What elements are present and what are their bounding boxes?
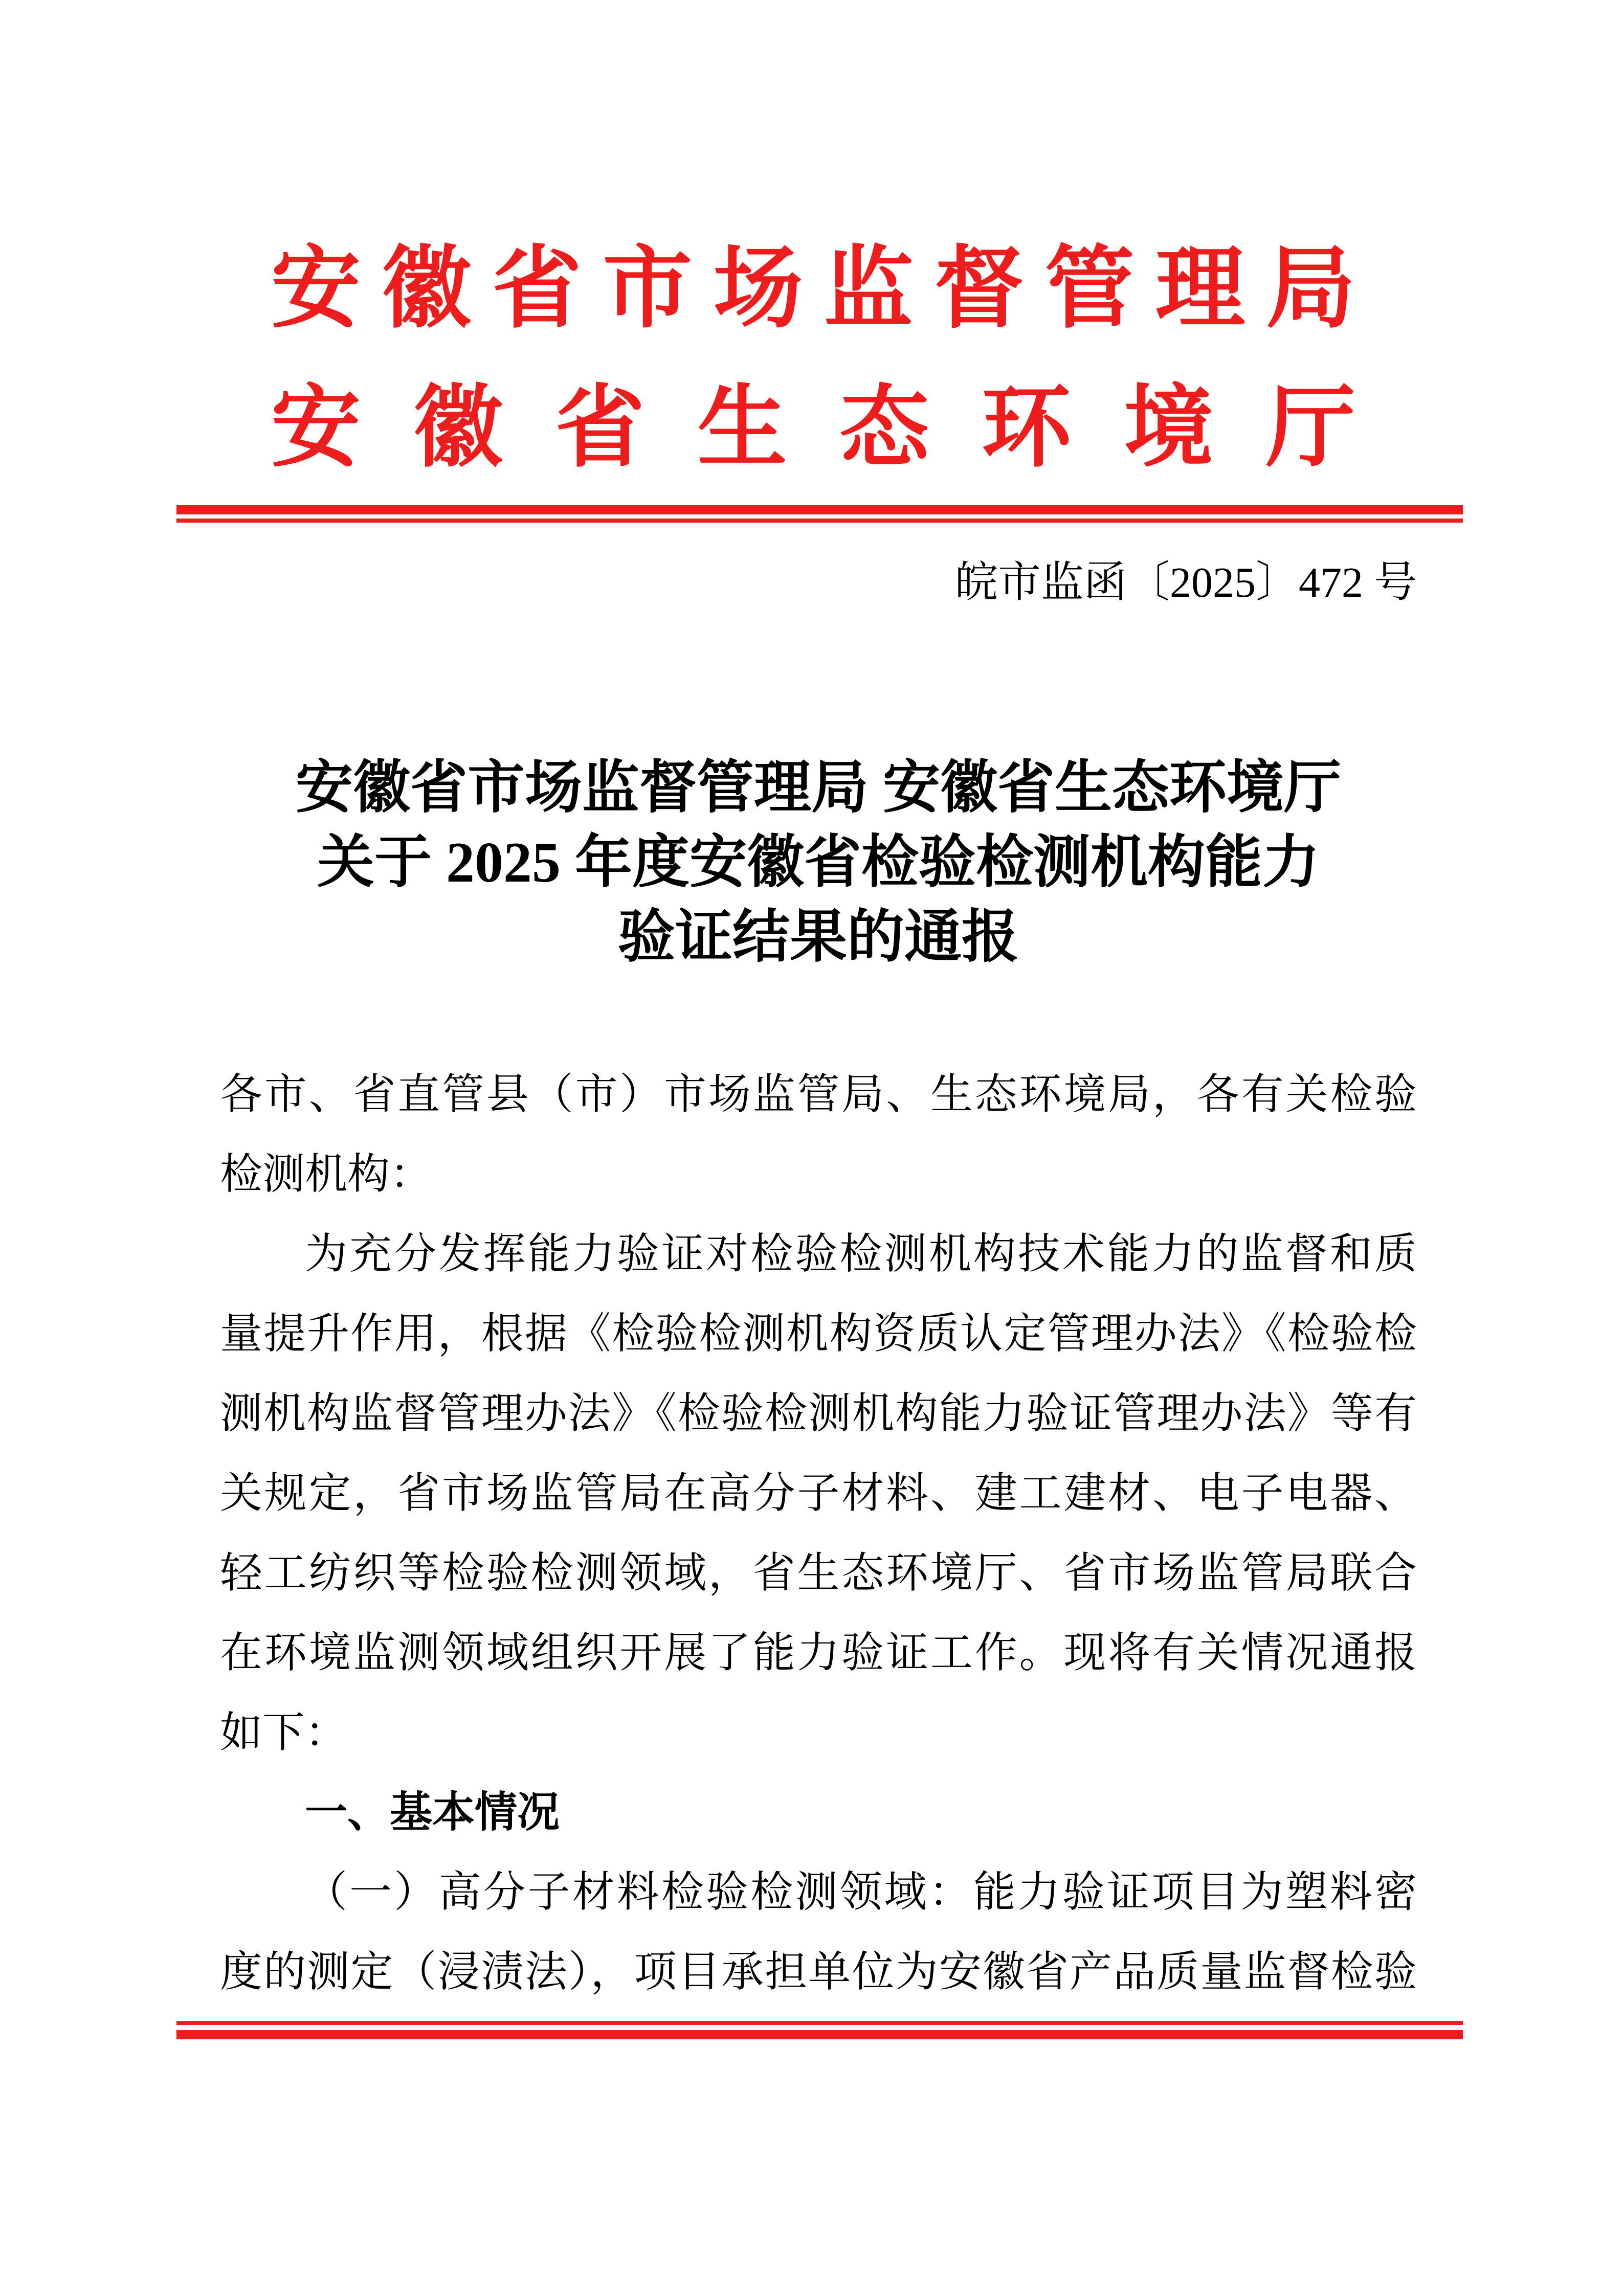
body-line: 量提升作用，根据《检验检测机构资质认定管理办法》《检验检 [220,1310,1417,1357]
body-line-salutation-1: 各市、省直管县（市）市场监管局、生态环境局，各有关检验 [220,1071,1417,1118]
body-line: （一）高分子材料检验检测领域：能力验证项目为塑料密 [305,1869,1417,1916]
title-line-1: 安徽省市场监督管理局 安徽省生态环境厅 [296,756,1341,820]
title-line-3: 验证结果的通报 [618,906,1019,969]
body-line: 关规定，省市场监管局在高分子材料、建工建材、电子电器、 [220,1470,1417,1517]
body-line: 如下： [220,1709,347,1756]
body-line: 在环境监测领域组织开展了能力验证工作。现将有关情况通报 [220,1629,1417,1676]
body-line: 轻工纺织等检验检测领域，省生态环境厅、省市场监管局联合 [220,1549,1417,1596]
body-line-salutation-2: 检测机构： [220,1151,432,1198]
document-number: 皖市监函〔2025〕472 号 [954,559,1417,606]
document-title [220,751,1417,975]
body-line: 度的测定（浸渍法），项目承担单位为安徽省产品质量监督检验 [220,1948,1417,1995]
red-rule-bottom-thick [176,2030,1463,2039]
letterhead-agency-line-2: 安徽省生态环境厅 [271,378,1355,478]
body-line: 为充分发挥能力验证对检验检测机构技术能力的监督和质 [305,1230,1417,1277]
title-line-2: 关于 2025 年度安徽省检验检测机构能力 [317,831,1320,894]
letterhead-agency-line-1: 安徽省市场监督管理局 [271,239,1355,339]
red-rule-top-thin [176,519,1463,523]
red-rule-top-thick [176,505,1463,514]
section-heading-basic-situation: 一、基本情况 [305,1788,560,1836]
red-rule-bottom-thin [176,2021,1463,2025]
document-body [220,1054,1417,2012]
body-line: 测机构监督管理办法》《检验检测机构能力验证管理办法》等有 [220,1390,1417,1437]
